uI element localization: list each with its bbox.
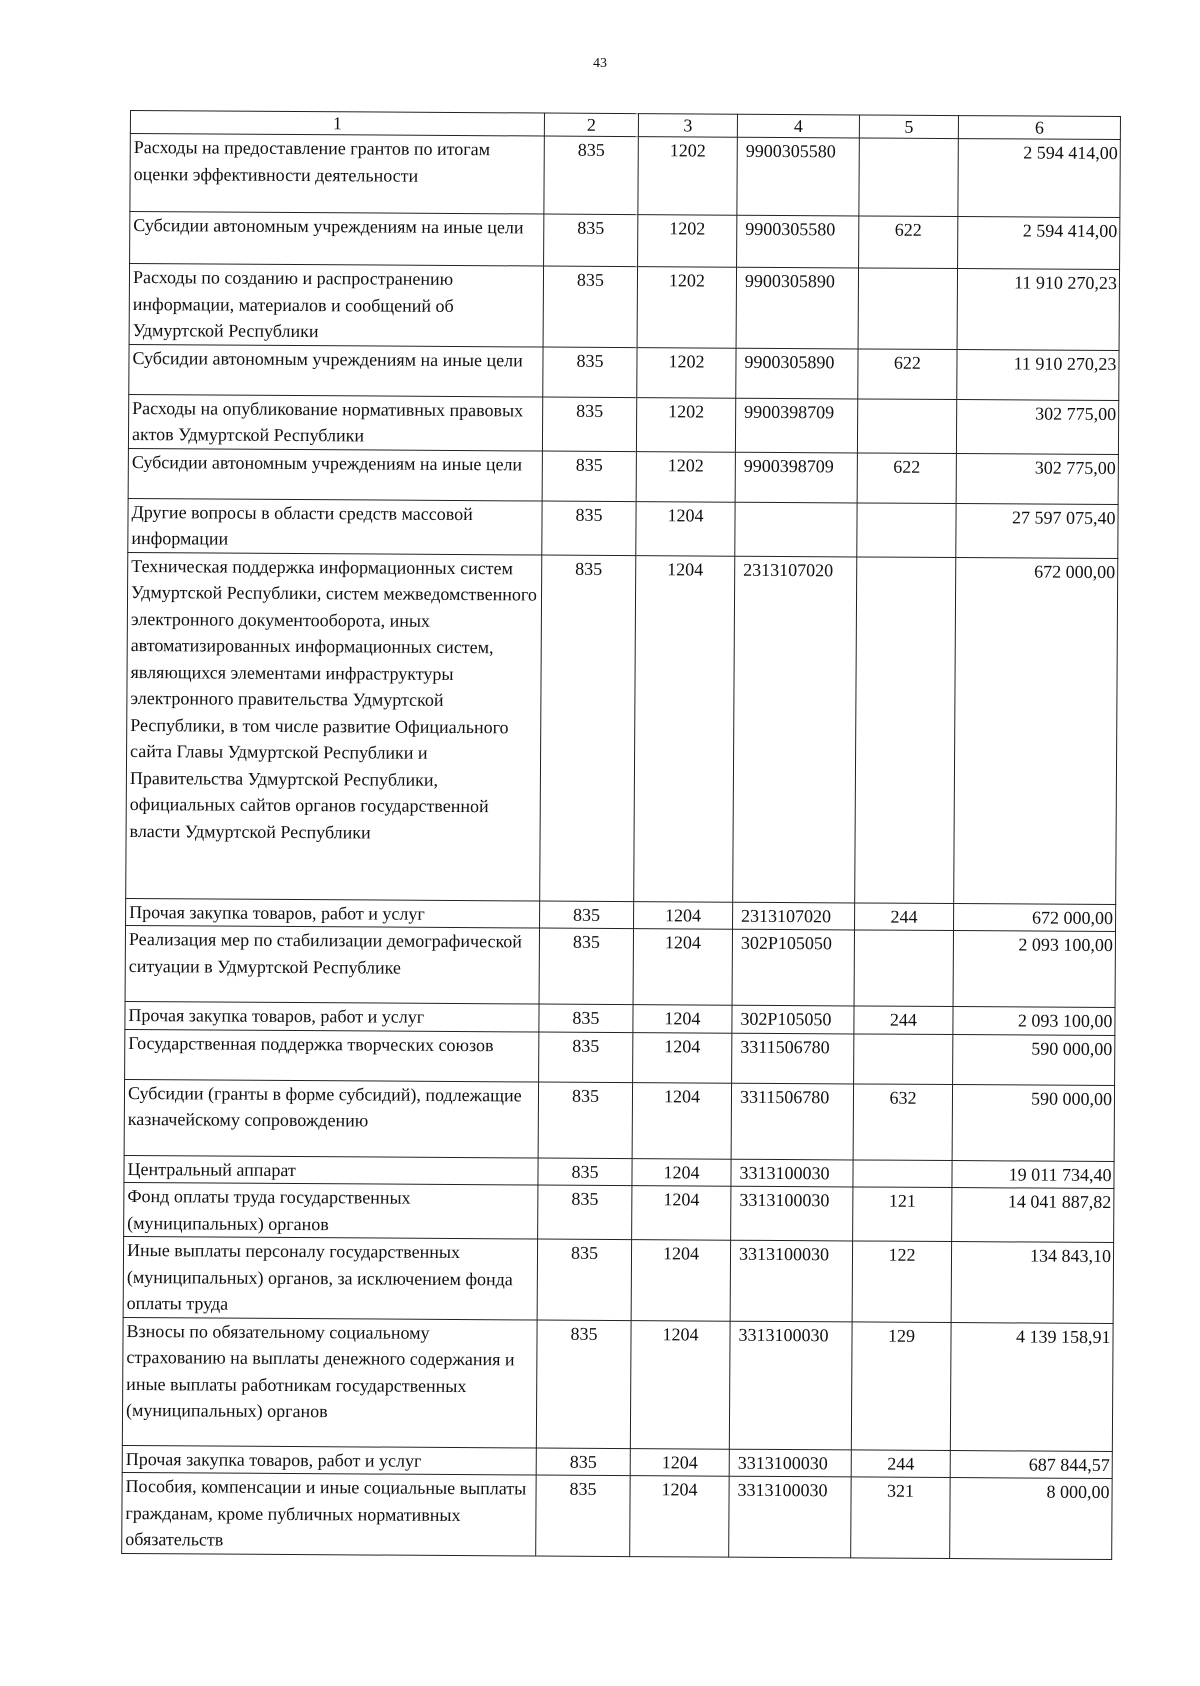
header-cell-5: 5: [859, 115, 958, 139]
cell-target-article: 9900305580: [737, 215, 859, 268]
cell-target-article: 3311506780: [731, 1083, 853, 1160]
cell-ministry-code: 835: [542, 501, 636, 556]
cell-expense-type: 632: [853, 1083, 952, 1160]
cell-target-article: 9900398709: [735, 452, 857, 503]
table-row: [129, 264, 1119, 351]
cell-description: Прочая закупка товаров, работ и услуг: [126, 898, 540, 928]
table-row: [124, 1079, 1114, 1161]
cell-expense-type: 244: [854, 1006, 953, 1034]
cell-amount: 19 011 734,40: [952, 1160, 1114, 1188]
cell-expense-type: 122: [852, 1241, 951, 1322]
header-cell-6: 6: [958, 116, 1120, 140]
table-row: [122, 1472, 1112, 1559]
cell-expense-type: [853, 1159, 952, 1187]
cell-ministry-code: 835: [538, 1082, 632, 1159]
header-cell-3: 3: [638, 114, 737, 138]
cell-description: Субсидии автономным учреждениям на иные цели: [128, 448, 542, 501]
cell-target-article: 9900305890: [736, 267, 858, 348]
cell-description: Прочая закупка товаров, работ и услуг: [122, 1445, 536, 1475]
cell-description: Субсидии автономным учреждениям на иные цели: [129, 344, 543, 397]
cell-amount: 2 093 100,00: [953, 931, 1115, 1008]
table-row: [128, 498, 1118, 558]
table-row: [130, 134, 1120, 218]
table-row: [124, 1182, 1114, 1242]
cell-amount: 11 910 270,23: [957, 269, 1119, 350]
cell-section-code: 1204: [632, 1082, 731, 1159]
cell-description: Взносы по обязательному социальному страхованию на выплаты денежного содержания и иные выплаты работникам государственных (муниципальных) органов: [122, 1317, 537, 1448]
cell-description: Государственная поддержка творческих союзов: [125, 1029, 539, 1082]
table-row: [125, 925, 1115, 1007]
cell-expense-type: [854, 1033, 953, 1084]
cell-description: Реализация мер по стабилизации демографической ситуации в Удмуртской Республике: [125, 925, 539, 1004]
cell-amount: 302 775,00: [956, 399, 1118, 454]
cell-target-article: 3311506780: [732, 1033, 854, 1084]
cell-target-article: [735, 502, 857, 557]
cell-expense-type: 121: [853, 1187, 952, 1242]
cell-section-code: 1204: [633, 929, 732, 1006]
cell-ministry-code: 835: [540, 555, 636, 902]
cell-description: Расходы на опубликование нормативных правовых актов Удмуртской Республики: [128, 394, 542, 451]
cell-section-code: 1204: [630, 1476, 729, 1557]
header-cell-2: 2: [544, 113, 638, 137]
table-body: [122, 134, 1121, 1560]
table-row: [128, 394, 1118, 454]
cell-expense-type: 622: [859, 216, 958, 269]
cell-amount: 2 093 100,00: [953, 1007, 1115, 1035]
cell-description: Расходы по созданию и распространению информации, материалов и сообщений об Удмуртской Республики: [129, 264, 543, 347]
cell-amount: 11 910 270,23: [957, 349, 1119, 400]
cell-expense-type: [857, 502, 956, 557]
cell-ministry-code: 835: [536, 1475, 630, 1556]
cell-target-article: 302P105050: [732, 929, 854, 1006]
cell-ministry-code: 835: [540, 901, 634, 929]
cell-expense-type: 321: [851, 1477, 950, 1558]
cell-description: Другие вопросы в области средств массовой информации: [128, 498, 542, 555]
cell-description: Иные выплаты персоналу государственных (муниципальных) органов, за исключением фонда оплаты труда: [123, 1236, 537, 1319]
page-number: 43: [593, 56, 607, 71]
table-row: [122, 1317, 1113, 1451]
cell-amount: 590 000,00: [953, 1034, 1115, 1085]
table-row: [130, 212, 1120, 270]
cell-description: Пособия, компенсации и иные социальные выплаты гражданам, кроме публичных нормативных обязательств: [122, 1472, 536, 1555]
cell-description: Субсидии автономным учреждениям на иные цели: [130, 212, 544, 267]
cell-ministry-code: 835: [542, 397, 636, 452]
cell-ministry-code: 835: [542, 451, 636, 502]
cell-section-code: 1202: [637, 267, 736, 348]
header-cell-1: 1: [130, 111, 544, 137]
cell-ministry-code: 835: [544, 136, 638, 215]
cell-amount: 672 000,00: [954, 557, 1118, 904]
table-row: [123, 1236, 1113, 1323]
cell-section-code: 1202: [638, 215, 737, 268]
cell-ministry-code: 835: [544, 214, 638, 267]
cell-expense-type: [857, 398, 956, 453]
cell-ministry-code: 835: [543, 347, 637, 398]
cell-expense-type: 622: [857, 452, 956, 503]
table-row: [128, 448, 1118, 504]
cell-section-code: 1202: [636, 451, 735, 502]
cell-expense-type: [855, 556, 956, 903]
cell-section-code: 1202: [636, 397, 735, 452]
cell-target-article: 2313107020: [733, 902, 855, 930]
cell-amount: 2 594 414,00: [958, 217, 1120, 270]
cell-amount: 672 000,00: [954, 903, 1116, 931]
cell-section-code: 1202: [638, 137, 737, 216]
cell-ministry-code: 835: [537, 1239, 631, 1320]
cell-section-code: 1204: [632, 1158, 731, 1186]
cell-target-article: 3313100030: [730, 1240, 852, 1321]
cell-section-code: 1202: [637, 347, 736, 398]
cell-description: Техническая поддержка информационных систем Удмуртской Республики, систем межведомственного электронного документооборота, иных автоматизированных информационных систем, являющихся элементами инфраструктуры электронного правительства Удмуртской Республики, в том числе развитие Официального сайта Главы Удмуртской Республики и Правительства Удмуртской Республики, официальных сайтов органов государственной власти Удмуртской Республики: [126, 552, 542, 901]
table-row: [126, 552, 1118, 904]
cell-amount: 134 843,10: [951, 1242, 1113, 1323]
cell-target-article: 2313107020: [733, 556, 857, 903]
cell-expense-type: 622: [858, 348, 957, 399]
cell-amount: 4 139 158,91: [950, 1322, 1113, 1451]
cell-description: Фонд оплаты труда государственных (муниципальных) органов: [124, 1182, 538, 1239]
cell-description: Прочая закупка товаров, работ и услуг: [125, 1001, 539, 1031]
cell-section-code: 1204: [636, 501, 735, 556]
cell-ministry-code: 835: [539, 1004, 633, 1032]
cell-target-article: 3313100030: [729, 1476, 851, 1557]
cell-ministry-code: 835: [536, 1448, 630, 1476]
budget-table: [121, 110, 1121, 1560]
cell-expense-type: 244: [851, 1449, 950, 1477]
cell-amount: 302 775,00: [956, 453, 1118, 504]
cell-ministry-code: 835: [538, 1158, 632, 1186]
cell-amount: 8 000,00: [950, 1478, 1112, 1559]
cell-section-code: 1204: [633, 1032, 732, 1083]
cell-section-code: 1204: [630, 1320, 730, 1449]
cell-expense-type: [854, 930, 953, 1007]
cell-target-article: 3313100030: [731, 1159, 853, 1187]
cell-description: Субсидии (гранты в форме субсидий), подлежащие казначейскому сопровождению: [124, 1079, 538, 1158]
cell-amount: 687 844,57: [950, 1450, 1112, 1478]
table-row: [129, 344, 1119, 400]
cell-ministry-code: 835: [536, 1320, 631, 1449]
cell-section-code: 1204: [634, 901, 733, 929]
cell-section-code: 1204: [631, 1240, 730, 1321]
cell-target-article: 9900398709: [735, 398, 857, 453]
cell-ministry-code: 835: [543, 266, 637, 347]
cell-amount: 2 594 414,00: [958, 139, 1120, 218]
cell-description: Центральный аппарат: [124, 1155, 538, 1185]
cell-description: Расходы на предоставление грантов по итогам оценки эффективности деятельности: [130, 134, 544, 215]
cell-target-article: 302P105050: [732, 1005, 854, 1033]
cell-section-code: 1204: [632, 1186, 731, 1241]
cell-section-code: 1204: [630, 1448, 729, 1476]
cell-target-article: 3313100030: [729, 1449, 851, 1477]
table-row: [125, 1029, 1115, 1085]
cell-expense-type: 129: [851, 1321, 951, 1450]
cell-target-article: 3313100030: [731, 1186, 853, 1241]
cell-expense-type: [858, 268, 957, 349]
cell-amount: 590 000,00: [952, 1084, 1114, 1161]
cell-target-article: 9900305580: [737, 137, 859, 216]
cell-expense-type: [859, 138, 958, 217]
cell-section-code: 1204: [634, 555, 735, 902]
cell-amount: 27 597 075,40: [956, 503, 1118, 558]
cell-ministry-code: 835: [538, 1185, 632, 1240]
cell-section-code: 1204: [633, 1005, 732, 1033]
cell-ministry-code: 835: [539, 928, 633, 1005]
cell-target-article: 3313100030: [729, 1321, 852, 1450]
cell-ministry-code: 835: [539, 1032, 633, 1083]
cell-expense-type: 244: [855, 902, 954, 930]
cell-amount: 14 041 887,82: [952, 1188, 1114, 1243]
header-cell-4: 4: [737, 114, 859, 138]
cell-target-article: 9900305890: [736, 348, 858, 399]
